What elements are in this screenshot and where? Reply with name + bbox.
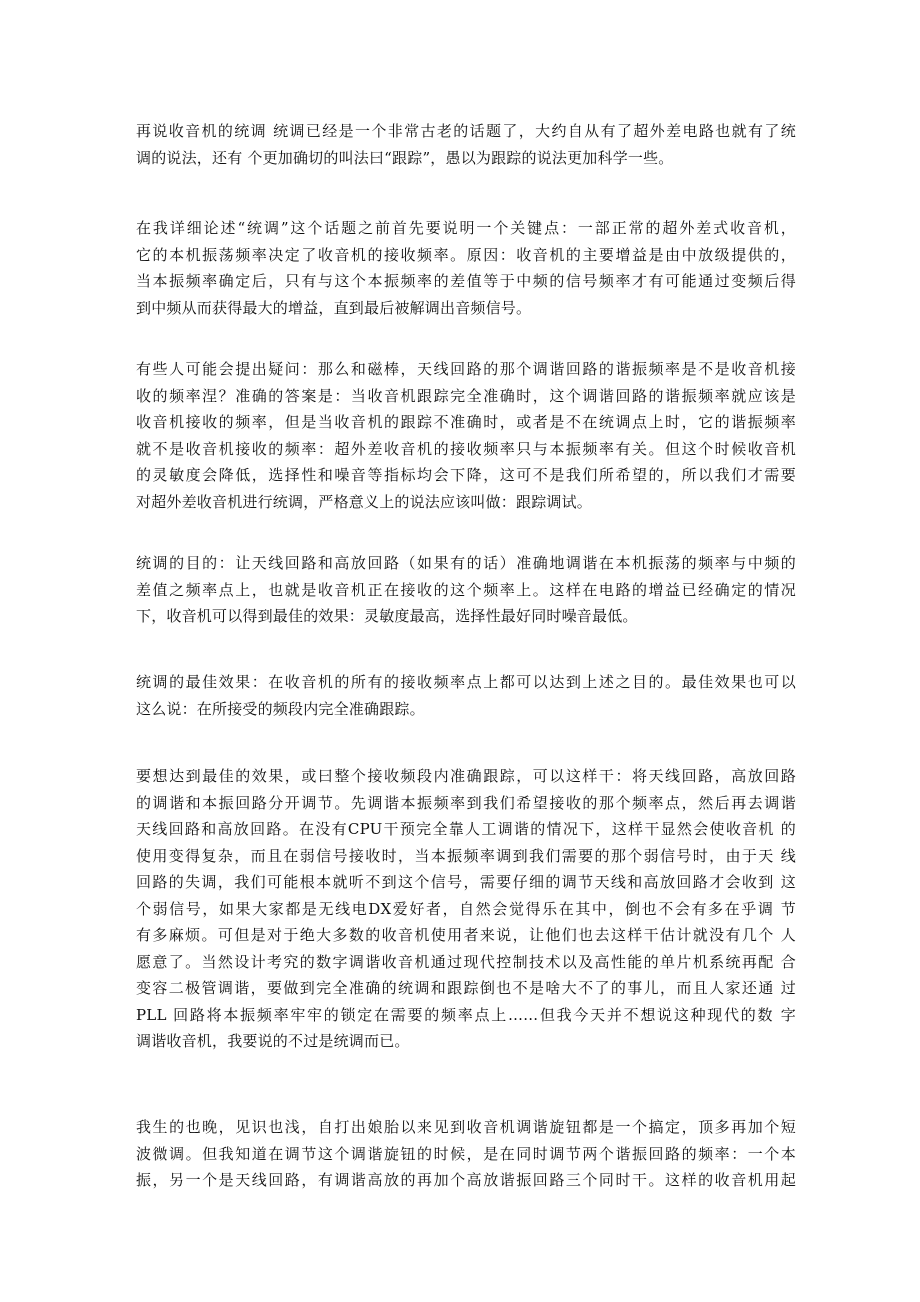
text-line: 再说收音机的统调 统调已经是一个非常古老的话题了，大约自从有了超外差电路也就有了统: [136, 122, 796, 140]
text-line: 收的频率涅？准确的答案是：当收音机跟踪完全准确时，这个调谐回路的谐振频率就应该是: [136, 386, 796, 405]
text-line: 调谐收音机，我要说的不过是统调而已。: [136, 1032, 410, 1050]
text-line: 我生的也晚，见识也浅，自打出娘胎以来见到收音机调谐旋钮都是一个搞定，顶多再加个短: [136, 1118, 796, 1136]
text-line: 统调的目的：让天线回路和高放回路（如果有的话）准确地调谐在本机振荡的频率与中频的: [136, 554, 796, 572]
paragraph-best-effect: [136, 669, 796, 722]
text-line: 下，收音机可以得到最佳的效果：灵敏度最高，选择性最好同时噪音最低。: [136, 607, 638, 625]
text-line: 调的说法，还有 个更加确切的叫法曰“跟踪”，愚以为跟踪的说法更加科学一些。: [136, 148, 674, 167]
text-line: 它的本机振荡频率决定了收音机的接收频率。原因：收音机的主要增益是由中放级提供的，: [136, 245, 796, 264]
text-line: 愿意了。当然设计考究的数字调谐收音机通过现代控制技术以及高性能的单片机系统再配 合: [136, 952, 796, 971]
paragraph-tracking-intro: [136, 118, 796, 171]
text-line: 有些人可能会提出疑问：那么和磁棒，天线回路的那个调谐回路的谐振频率是不是收音机接: [136, 360, 796, 378]
paragraph-key-point: [136, 215, 796, 321]
text-line: 使用变得复杂，而且在弱信号接收时，当本振频率调到我们需要的那个弱信号时，由于天 线: [136, 846, 796, 865]
text-line: PLL 回路将本振频率牢牢的锁定在需要的频率点上……但我今天并不想说这种现代的数 字: [136, 1005, 796, 1024]
text-line: 天线回路和高放回路。在没有CPU干预完全靠人工调谐的情况下，这样干显然会使收音机 的: [136, 820, 796, 838]
text-line: 当本振频率确定后，只有与这个本振频率的差值等于中频的信号频率才有可能通过变频后得: [136, 272, 796, 290]
text-line: 变容二极管调谐，要做到完全准确的统调和跟踪倒也不是啥大不了的事儿，而且人家还通 过: [136, 979, 796, 997]
text-line: 有多麻烦。可但是对于绝大多数的收音机使用者来说，让他们也去这样干估计就没有几个 人: [136, 926, 796, 944]
text-line: 要想达到最佳的效果，或曰整个接收频段内准确跟踪，可以这样干：将天线回路，高放回路: [136, 767, 796, 785]
text-line: 回路的失调，我们可能根本就听不到这个信号，需要仔细的调节天线和高放回路才会收到 这: [136, 873, 796, 891]
text-line: 的灵敏度会降低，选择性和噪音等指标均会下降，这可不是我们所希望的，所以我们才需要: [136, 466, 796, 484]
text-line: 这么说：在所接受的频段内完全准确跟踪。: [136, 699, 425, 718]
text-line: 振，另一个是天线回路，有调谐高放的再加个高放谐振回路三个同时干。这样的收音机用起: [136, 1171, 796, 1189]
text-line: 到中频从而获得最大的增益，直到最后被解调出音频信号。: [136, 298, 532, 317]
text-line: 对超外差收音机进行统调，严格意义上的说法应该叫做：跟踪调试。: [136, 492, 593, 511]
text-line: 就不是收音机接收的频率：超外差收音机的接收频率只与本振频率有关。但这个时候收音机: [136, 439, 796, 458]
text-line: 个弱信号，如果大家都是无线电DX爱好者，自然会觉得乐在其中，倒也不会有多在乎调 节: [136, 899, 796, 918]
paragraph-how-to: [136, 763, 796, 1055]
text-line: 收音机接收的频率，但是当收音机的跟踪不准确时，或者是不在统调点上时，它的谐振频率: [136, 413, 796, 431]
text-line: 差值之频率点上，也就是收音机正在接收的这个频率上。这样在电路的增益已经确定的情况: [136, 580, 796, 599]
text-line: 统调的最佳效果：在收音机的所有的接收频率点上都可以达到上述之目的。最佳效果也可以: [136, 673, 796, 691]
paragraph-question: [136, 356, 796, 515]
paragraph-personal: [136, 1114, 796, 1194]
text-line: 在我详细论述“统调”这个话题之前首先要说明一个关键点：一部正常的超外差式收音机，: [136, 219, 796, 237]
text-line: 波微调。但我知道在调节这个调谐旋钮的时候，是在同时调节两个谐振回路的频率：一个本: [136, 1144, 796, 1163]
text-line: 的调谐和本振回路分开调节。先调谐本振频率到我们希望接收的那个频率点，然后再去调谐: [136, 793, 796, 812]
paragraph-purpose: [136, 550, 796, 630]
